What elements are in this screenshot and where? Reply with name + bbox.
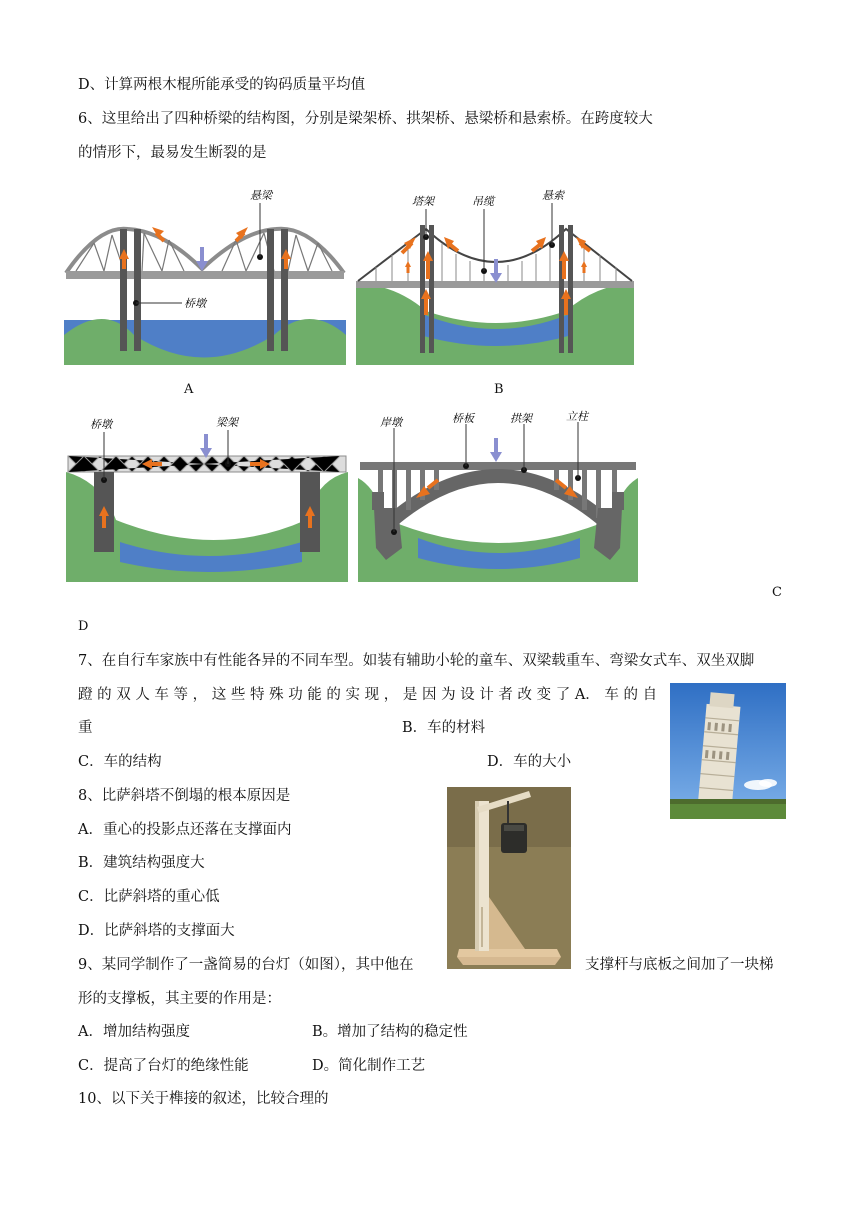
q10-stem: 10、以下关于榫接的叙述，比较合理的: [78, 1091, 329, 1107]
q5-option-d: D、计算两根木棍所能承受的钩码质量平均值: [78, 77, 366, 93]
label-main-cable: 悬索: [542, 189, 564, 202]
q7-line3-a: 重: [78, 720, 93, 736]
q7-line1: 7、在自行车家族中有性能各异的不同车型。如装有辅助小轮的童车、双梁载重车、弯梁女式车、双坐双脚: [78, 653, 755, 669]
q7-option-d: D．车的大小: [487, 754, 572, 770]
q8-option-d: D．比萨斜塔的支撑面大: [78, 923, 235, 939]
q8-option-c: C．比萨斜塔的重心低: [78, 889, 220, 905]
q7-option-b: B．车的材料: [402, 720, 486, 736]
q9-option-b: B。增加了结构的稳定性: [312, 1024, 468, 1040]
label-suspended-beam: 悬梁: [250, 189, 272, 202]
leaning-tower-photo: [670, 683, 786, 819]
q8-stem: 8、比萨斜塔不倒塌的根本原因是: [78, 788, 291, 804]
q7-option-c: C．车的结构: [78, 754, 162, 770]
label-pier-c: 桥墩: [90, 418, 112, 431]
q7-line2: 蹬 的 双 人 车 等 ， 这 些 特 殊 功 能 的 实 现 ， 是 因 为 设 计 者 改 变 了 A． 车 的 自: [78, 687, 658, 703]
q6-stem-line1: 6、这里给出了四种桥梁的结构图，分别是梁架桥、拱架桥、悬梁桥和悬索桥。在跨度较大: [78, 111, 653, 127]
label-column: 立柱: [566, 410, 588, 423]
q9-stem-right: 支撑杆与底板之间加了一块梯: [585, 957, 774, 973]
bridge-figure-b: [356, 185, 634, 365]
bridge-figure-a: [64, 185, 346, 365]
caption-c: C: [772, 585, 782, 600]
q6-stem-line2: 的情形下，最易发生断裂的是: [78, 145, 267, 161]
label-deck: 桥板: [452, 412, 474, 425]
q8-option-a: A．重心的投影点还落在支撑面内: [78, 822, 292, 838]
bridge-figure-c: [66, 410, 348, 582]
caption-d: D: [78, 619, 89, 634]
q9-stem-left: 9、某同学制作了一盏简易的台灯（如图），其中他在: [78, 957, 414, 973]
label-hanger: 吊缆: [472, 195, 494, 208]
q8-option-b: B．建筑结构强度大: [78, 855, 205, 871]
q9-line2: 形的支撑板，其主要的作用是：: [78, 991, 281, 1007]
label-beam: 梁架: [216, 416, 238, 429]
q9-option-c: C．提高了台灯的绝缘性能: [78, 1058, 249, 1074]
bridge-figure-d: [358, 408, 638, 582]
desk-lamp-photo: [447, 787, 571, 969]
q9-option-a: A．增加结构强度: [78, 1024, 190, 1040]
q9-option-d: D。简化制作工艺: [312, 1058, 426, 1074]
label-tower: 塔架: [412, 195, 434, 208]
caption-a: A: [184, 382, 194, 397]
label-abutment: 岸墩: [380, 416, 402, 429]
label-arch: 拱架: [510, 412, 532, 425]
label-pier-a: 桥墩: [184, 297, 206, 310]
caption-b: B: [494, 382, 504, 397]
